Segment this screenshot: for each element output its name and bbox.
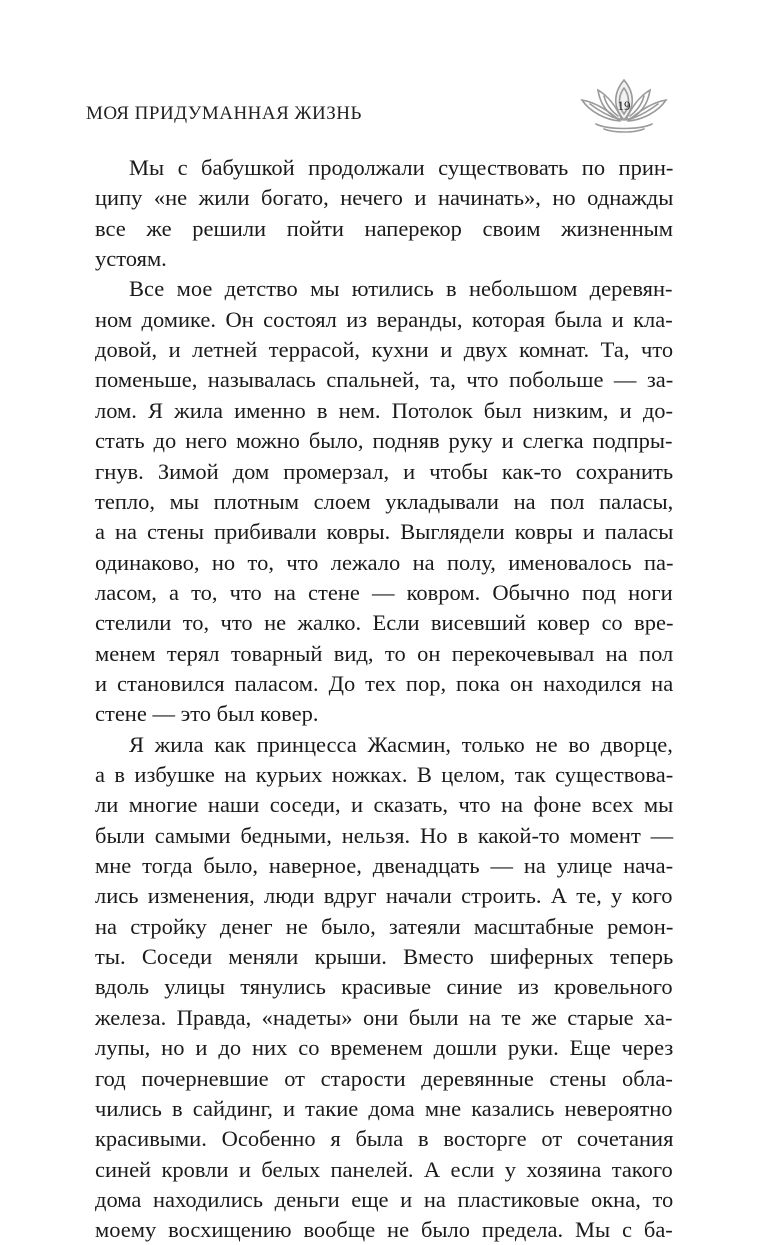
text-line: стелили то, что не жалко. Если висевший ковер со вре- — [95, 610, 674, 635]
text-line: довой, и летней террасой, кухни и двух комнат. Та, что — [95, 337, 674, 362]
text-line: ли многие наши соседи, и сказать, что на фоне всех мы — [95, 792, 674, 817]
text-line: стать до него можно было, подняв руку и слегка подпры- — [95, 428, 673, 453]
text-line: Мы с бабушкой продолжали существовать по прин- — [129, 155, 674, 180]
text-line: и становился паласом. До тех пор, пока он находился на — [95, 671, 674, 696]
text-line: ты. Соседи меняли крыши. Вместо шиферных теперь — [95, 944, 674, 969]
text-line: а на стены прибивали ковры. Выглядели ковры и паласы — [95, 519, 674, 544]
text-line: стене — это был ковер. — [95, 701, 319, 726]
text-line: на стройку денег не было, затеяли масштабные ремон- — [95, 914, 674, 939]
text-line: лупы, но и до них со временем дошли руки. Еще через — [95, 1035, 674, 1060]
text-line: Я жила как принцесса Жасмин, только не во дворце, — [129, 732, 673, 757]
running-title: МОЯ ПРИДУМАННАЯ ЖИЗНЬ — [86, 103, 362, 124]
text-line: чились в сайдинг, и такие дома мне казались невероятно — [95, 1096, 673, 1121]
text-line: все же решили пойти наперекор своим жизненным — [95, 216, 674, 241]
text-line: гнув. Зимой дом промерзал, и чтобы как-то сохранить — [95, 459, 674, 484]
text-line: менем терял товарный вид, то он перекочевывал на пол — [95, 641, 674, 666]
text-line: ном домике. Он состоял из веранды, которая была и кла- — [95, 307, 673, 332]
text-line: год почерневшие от старости деревянные стены обла- — [95, 1066, 673, 1091]
text-line: ласом, а то, что на стене — ковром. Обычно под ноги — [95, 580, 673, 605]
text-line: а в избушке на курьих ножках. В целом, так существова- — [95, 762, 674, 787]
text-line: дома находились деньги еще и на пластиковые окна, то — [95, 1187, 674, 1212]
text-line: мне тогда было, наверное, двенадцать — на улице нача- — [95, 853, 674, 878]
text-line: поменьше, называлась спальней, та, что побольше — за- — [95, 367, 674, 392]
text-line: вдоль улицы тянулись красивые синие из кровельного — [95, 974, 673, 999]
page-number: 19 — [617, 98, 631, 113]
text-line: моему восхищению вообще не было предела. Мы с ба- — [95, 1217, 673, 1242]
text-line: Все мое детство мы ютились в небольшом деревян- — [129, 276, 673, 301]
text-line: красивыми. Особенно я была в восторге от сочетания — [95, 1126, 674, 1151]
text-line: синей кровли и белых панелей. А если у хозяина такого — [95, 1157, 673, 1182]
text-line: одинаково, но то, что лежало на полу, именовалось па- — [95, 550, 674, 575]
text-line: были самыми бедными, нельзя. Но в какой-то момент — — [95, 823, 674, 848]
text-line: лом. Я жила именно в нем. Потолок был низким, и до- — [95, 398, 674, 423]
text-line: железа. Правда, «надеты» они были на те же старые ха- — [95, 1005, 673, 1030]
text-line: тепло, мы плотным слоем укладывали на пол паласы, — [95, 489, 674, 514]
text-line: устоям. — [95, 246, 167, 271]
text-line: ципу «не жили богато, нечего и начинать», но однажды — [95, 185, 674, 210]
text-line: лись изменения, люди вдруг начали строить. А те, у кого — [95, 883, 673, 908]
